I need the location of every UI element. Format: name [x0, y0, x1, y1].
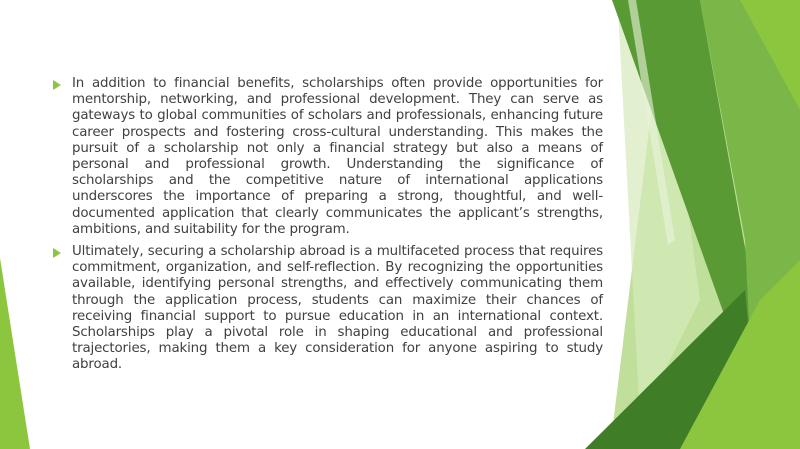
bullet-item-1: [52, 76, 603, 238]
bullet-arrow-icon: [53, 248, 61, 258]
bullet-item-2: [52, 244, 603, 374]
bullet-arrow-icon: [53, 80, 61, 90]
bullet-text: Ultimately, securing a scholarship abroad is a multifaceted process that requires commitment, organization, and self-reflection. By recognizing the opportunities available, identifying personal strengths, and effectively communicating them through the application process, students can maximize their chances of receiving financial support to pursue education in an international context. Scholarships play a pivotal role in shaping educational and professional trajectories, making them a key consideration for anyone aspiring to study abroad.: [72, 244, 603, 373]
bullet-text: In addition to financial benefits, scholarships often provide opportunities for mentorship, networking, and professional development. They can serve as gateways to global communities of scholars and professionals, enhancing future career prospects and fostering cross-cultural understanding. This makes the pursuit of a scholarship not only a financial strategy but also a means of personal and professional growth. Understanding the significance of scholarships and the competitive nature of international applications underscores the importance of preparing a strong, thoughtful, and well-documented application that clearly communicates the applicant’s strengths, ambitions, and suitability for the program.: [72, 76, 603, 237]
bullet-list: [52, 76, 603, 380]
left-edge-shape: [0, 258, 30, 449]
